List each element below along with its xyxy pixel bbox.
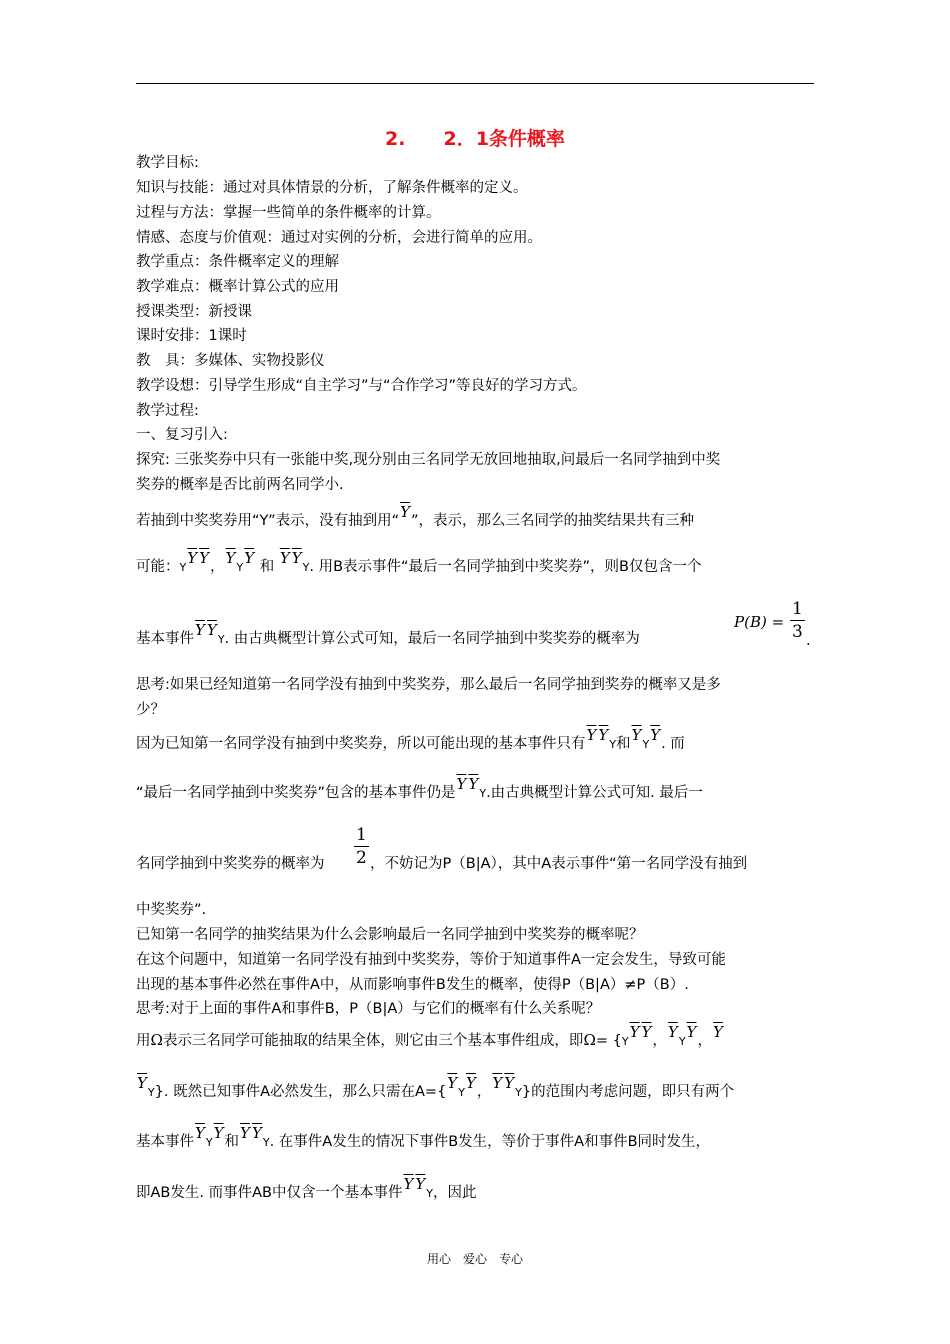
y-bar-symbol: $\overline{Y}$ <box>400 503 411 521</box>
text-line: 教学重点：条件概率定义的理解 <box>136 254 339 270</box>
text-line: 教学目标: <box>136 155 199 171</box>
y-bar-symbol: $\overline{Y}$ <box>213 1124 224 1142</box>
y-bar-symbol: $\overline{Y}$ <box>712 1023 723 1041</box>
paragraph-line <box>136 1175 477 1204</box>
text: . 而 <box>661 736 685 752</box>
y-bar-symbol: $\overline{Y}$ <box>195 621 205 639</box>
text: 表示三名同学可能抽取的结果全体，则它由三个基本事件组成，即 <box>162 1033 584 1049</box>
y-bar-symbol: $\overline{Y}$ <box>187 549 198 567</box>
comma: ， <box>476 1084 492 1100</box>
fraction-numerator: 1 <box>356 825 367 845</box>
paragraph-line <box>136 1074 735 1103</box>
y-bar-symbol: $\overline{Y}$ <box>456 775 467 793</box>
text: . 用B表示事件“最后一名同学抽到中奖奖券”，则B仅包含一个 <box>309 559 702 575</box>
y-symbol: Y <box>642 738 650 751</box>
y-bar-symbol: $\overline{Y}$ <box>650 726 661 744</box>
y-bar-symbol: $\overline{Y}$ <box>667 1023 678 1041</box>
y-bar-symbol: $\overline{Y}$ <box>199 549 210 567</box>
y-bar-symbol: $\overline{Y}$ <box>631 726 642 744</box>
paragraph-line <box>136 1023 724 1052</box>
omega-symbol: Ω <box>583 1031 596 1049</box>
y-bar-symbol: $\overline{Y}$ <box>206 621 217 639</box>
paragraph-line <box>136 1124 711 1153</box>
text: .由古典概型计算公式可知. 最后一 <box>486 785 703 801</box>
text: . 在事件A发生的情况下事件B发生，等价于事件A和事件B同时发生， <box>269 1134 711 1150</box>
y-bar-symbol: $\overline{Y}$ <box>244 549 255 567</box>
paragraph-line <box>136 549 702 578</box>
text-line: 少？ <box>136 702 165 718</box>
pb-label: P(B) = <box>734 613 785 631</box>
text-line: 在这个问题中，知道第一名同学没有抽到中奖奖券，等价于知道事件A一定会发生，导致可能 <box>136 952 726 968</box>
y-symbol: Y <box>458 1086 465 1099</box>
text: ”，表示，那么三名同学的抽奖结果共有三种 <box>411 513 695 529</box>
y-symbol: Y <box>236 561 244 574</box>
comma: ， <box>210 559 225 575</box>
text: ，因此 <box>433 1185 477 1201</box>
y-symbol: Y <box>621 1035 629 1048</box>
y-bar-symbol: $\overline{Y}$ <box>251 1124 262 1142</box>
y-symbol: Y <box>179 561 187 574</box>
y-bar-symbol: $\overline{Y}$ <box>240 1124 250 1142</box>
text-line: 教学过程: <box>136 403 199 419</box>
text: 用 <box>136 1033 151 1049</box>
text: 名同学抽到中奖奖券的概率为 <box>136 856 325 872</box>
y-bar-symbol: $\overline{Y}$ <box>465 1074 476 1092</box>
fraction-one-half <box>354 824 369 869</box>
text-line: 思考:如果已经知道第一名同学没有抽到中奖奖券，那么最后一名同学抽到奖券的概率又是多 <box>136 677 721 693</box>
y-symbol: Y <box>302 561 310 574</box>
y-bar-symbol: $\overline{Y}$ <box>291 549 302 567</box>
text: . 由古典概型计算公式可知，最后一名同学抽到中奖奖券的概率为 <box>224 631 640 647</box>
fraction-one-third <box>790 598 805 643</box>
text-line: 教 具：多媒体、实物投影仪 <box>136 353 325 369</box>
y-bar-symbol: $\overline{Y}$ <box>641 1023 652 1041</box>
y-bar-symbol: $\overline{Y}$ <box>415 1175 426 1193</box>
y-symbol: Y <box>678 1035 686 1048</box>
fraction-denominator: 2 <box>356 848 367 868</box>
omega-symbol: Ω <box>150 1031 163 1049</box>
text: 可能： <box>136 559 180 575</box>
text-line: 思考:对于上面的事件A和事件B，P（B|A）与它们的概率有什么关系呢？ <box>136 1001 601 1017</box>
y-symbol: Y <box>262 1136 270 1149</box>
y-bar-symbol: $\overline{Y}$ <box>195 1124 205 1142</box>
y-bar-symbol: $\overline{Y}$ <box>598 726 609 744</box>
y-bar-symbol: $\overline{Y}$ <box>225 549 236 567</box>
text: }的范围内考虑问题，即只有两个 <box>521 1084 735 1100</box>
text: 和 <box>224 1134 240 1150</box>
comma: ， <box>697 1033 712 1049</box>
text: 基本事件 <box>136 1134 194 1150</box>
text: 和 <box>616 736 631 752</box>
y-bar-symbol: $\overline{Y}$ <box>137 1074 147 1092</box>
text-line: 教学设想：引导学生形成“自主学习”与“合作学习”等良好的学习方式。 <box>136 378 587 394</box>
y-bar-symbol: $\overline{Y}$ <box>403 1175 414 1193</box>
y-bar-symbol: $\overline{Y}$ <box>447 1074 458 1092</box>
text-line: 课时安排：1课时 <box>136 328 247 344</box>
text-line: 授课类型：新授课 <box>136 304 252 320</box>
text: 即AB发生. 而事件AB中仅含一个基本事件 <box>136 1185 403 1201</box>
text: }. 既然已知事件A必然发生，那么只需在A={ <box>154 1084 447 1100</box>
text: 基本事件 <box>136 631 194 647</box>
paragraph-line <box>136 726 685 755</box>
fraction-numerator: 1 <box>792 599 803 619</box>
header-rule <box>136 83 814 84</box>
y-symbol: Y <box>205 1136 213 1149</box>
fraction-denominator: 3 <box>792 622 803 642</box>
page-title: 2. 2．1条件概率 <box>385 128 565 150</box>
text-line: 中奖奖券”. <box>136 902 207 918</box>
text: 因为已知第一名同学没有抽到中奖奖券，所以可能出现的基本事件只有 <box>136 736 586 752</box>
text-line: 知识与技能：通过对具体情景的分析，了解条件概率的定义。 <box>136 180 528 196</box>
text-line: 出现的基本事件必然在事件A中，从而影响事件B发生的概率，使得P（B|A）≠P（B）. <box>136 977 689 993</box>
period: . <box>806 633 811 649</box>
paragraph-line <box>136 503 695 531</box>
text-line: 已知第一名同学的抽奖结果为什么会影响最后一名同学抽到中奖奖券的概率呢？ <box>136 927 644 943</box>
text: 和 <box>259 559 275 575</box>
probability-formula <box>734 612 784 632</box>
text-line: 一、复习引入: <box>136 427 228 443</box>
y-symbol: Y <box>479 787 487 800</box>
text-line: 过程与方法：掌握一些简单的条件概率的计算。 <box>136 205 441 221</box>
text: = { <box>595 1033 622 1049</box>
y-bar-symbol: $\overline{Y}$ <box>504 1074 515 1092</box>
paragraph-line <box>136 621 640 650</box>
comma: ， <box>652 1033 667 1049</box>
text-line: 情感、态度与价值观：通过对实例的分析，会进行简单的应用。 <box>136 230 542 246</box>
y-symbol: Y <box>609 738 617 751</box>
text: “最后一名同学抽到中奖奖券”包含的基本事件仍是 <box>136 785 456 801</box>
y-bar-symbol: $\overline{Y}$ <box>586 726 597 744</box>
y-symbol: Y <box>217 633 225 646</box>
text-line: 奖券的概率是否比前两名同学小. <box>136 477 344 493</box>
y-bar-symbol: $\overline{Y}$ <box>492 1074 503 1092</box>
paragraph-line <box>136 854 325 874</box>
text-line: 探究: 三张奖券中只有一张能中奖,现分别由三名同学无放回地抽取,问最后一名同学抽到中奖 <box>136 452 721 468</box>
paragraph-line: ，不妨记为P（B|A），其中A表示事件“第一名同学没有抽到 <box>370 856 748 872</box>
y-symbol: Y <box>147 1086 155 1099</box>
paragraph-line <box>136 775 703 804</box>
y-bar-symbol: $\overline{Y}$ <box>629 1023 640 1041</box>
y-symbol: Y <box>426 1187 433 1200</box>
text-line: 教学难点：概率计算公式的应用 <box>136 279 339 295</box>
y-symbol: Y <box>515 1086 522 1099</box>
text: 若抽到中奖奖券用“Y”表示，没有抽到用“ <box>136 513 400 529</box>
y-bar-symbol: $\overline{Y}$ <box>279 549 290 567</box>
page-footer: 用心 爱心 专心 <box>426 1252 523 1266</box>
y-bar-symbol: $\overline{Y}$ <box>468 775 479 793</box>
y-bar-symbol: $\overline{Y}$ <box>686 1023 697 1041</box>
